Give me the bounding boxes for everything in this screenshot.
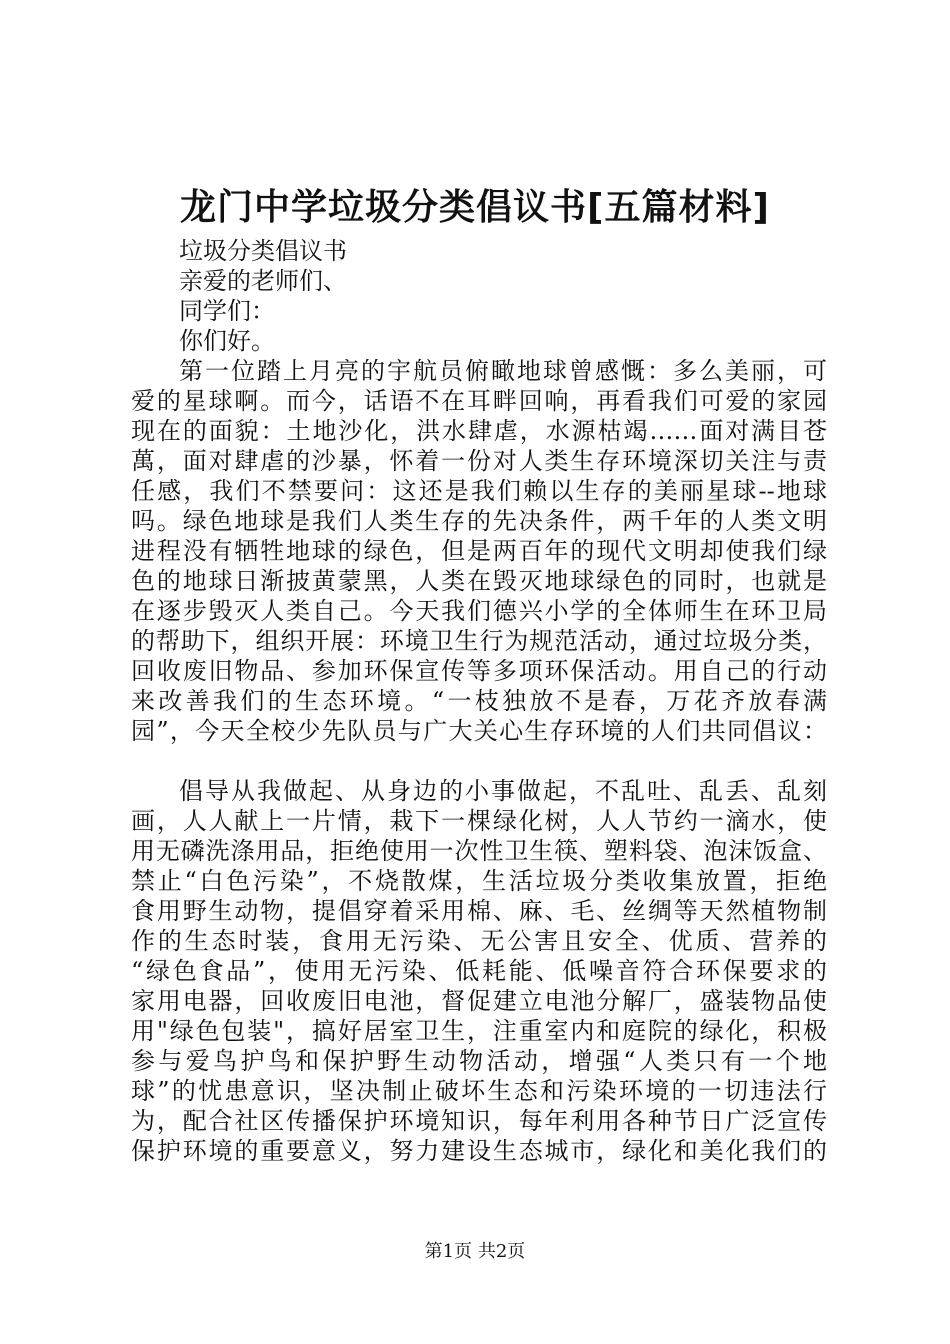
paragraph-line: 画，人人献上一片情，栽下一棵绿化树，人人节约一滴水，使 bbox=[131, 807, 827, 835]
paragraph-line: 爱的星球啊。而今，话语不在耳畔回响，再看我们可爱的家园 bbox=[131, 387, 827, 415]
paragraph-line: 回收废旧物品、参加环保宣传等多项环保活动。用自己的行动 bbox=[131, 657, 827, 685]
paragraph-line: 家用电器，回收废旧电池，督促建立电池分解厂，盛装物品使 bbox=[131, 987, 827, 1015]
paragraph-line: 在逐步毁灭人类自己。今天我们德兴小学的全体师生在环卫局 bbox=[131, 597, 827, 625]
paragraph-gap bbox=[131, 746, 827, 776]
paragraph-line: 食用野生动物，提倡穿着采用棉、麻、毛、丝绸等天然植物制 bbox=[131, 897, 827, 925]
paragraph-line: 参与爱鸟护鸟和保护野生动物活动，增强“人类只有一个地 bbox=[131, 1047, 827, 1075]
paragraph-line: 任感，我们不禁要问：这还是我们赖以生存的美丽星球--地球 bbox=[131, 477, 827, 505]
paragraph-line: 用"绿色包装"，搞好居室卫生，注重室内和庭院的绿化，积极 bbox=[131, 1017, 827, 1045]
paragraph-line: 进程没有牺牲地球的绿色，但是两百年的现代文明却使我们绿 bbox=[131, 537, 827, 565]
paragraph-line: 来改善我们的生态环境。“一枝独放不是春，万花齐放春满 bbox=[131, 687, 827, 715]
text-line: 同学们： bbox=[179, 297, 275, 325]
paragraph-line: 用无磷洗涤用品，拒绝使用一次性卫生筷、塑料袋、泡沫饭盒、 bbox=[131, 837, 827, 865]
text-line: 亲爱的老师们、 bbox=[179, 267, 347, 295]
paragraph-line: 作的生态时装，食用无污染、无公害且安全、优质、营养的 bbox=[131, 927, 827, 955]
paragraph-line: 色的地球日渐披黄蒙黑，人类在毁灭地球绿色的同时，也就是 bbox=[131, 567, 827, 595]
paragraph-line: 第一位踏上月亮的宇航员俯瞰地球曾感慨：多么美丽，可 bbox=[179, 357, 827, 385]
text-line: 垃圾分类倡议书 bbox=[179, 237, 347, 265]
paragraph-line: 球”的忧患意识，坚决制止破坏生态和污染环境的一切违法行 bbox=[131, 1077, 827, 1105]
document-title: 龙门中学垃圾分类倡议书[五篇材料] bbox=[180, 187, 770, 228]
page-number: 第1页 共2页 bbox=[424, 1241, 526, 1262]
paragraph-line: 的帮助下，组织开展：环境卫生行为规范活动，通过垃圾分类， bbox=[131, 627, 827, 655]
paragraph-line: 倡导从我做起、从身边的小事做起，不乱吐、乱丢、乱刻 bbox=[179, 777, 827, 805]
paragraph-line: 为，配合社区传播保护环境知识，每年利用各种节日广泛宣传 bbox=[131, 1107, 827, 1135]
paragraph-line: 禁止“白色污染”，不烧散煤，生活垃圾分类收集放置，拒绝 bbox=[131, 867, 827, 895]
paragraph-line: 现在的面貌：土地沙化，洪水肆虐，水源枯竭……面对满目苍 bbox=[131, 417, 827, 445]
document-body bbox=[131, 236, 827, 1166]
paragraph-line: 园”，今天全校少先队员与广大关心生存环境的人们共同倡议： bbox=[131, 717, 827, 745]
paragraph-line: 吗。绿色地球是我们人类生存的先决条件，两千年的人类文明 bbox=[131, 507, 827, 535]
text-line: 你们好。 bbox=[179, 327, 275, 355]
paragraph-line: “绿色食品”，使用无污染、低耗能、低噪音符合环保要求的 bbox=[131, 957, 827, 985]
paragraph-line: 萬，面对肆虐的沙暴，怀着一份对人类生存环境深切关注与责 bbox=[131, 447, 827, 475]
paragraph-line: 保护环境的重要意义，努力建设生态城市，绿化和美化我们的 bbox=[131, 1137, 827, 1165]
